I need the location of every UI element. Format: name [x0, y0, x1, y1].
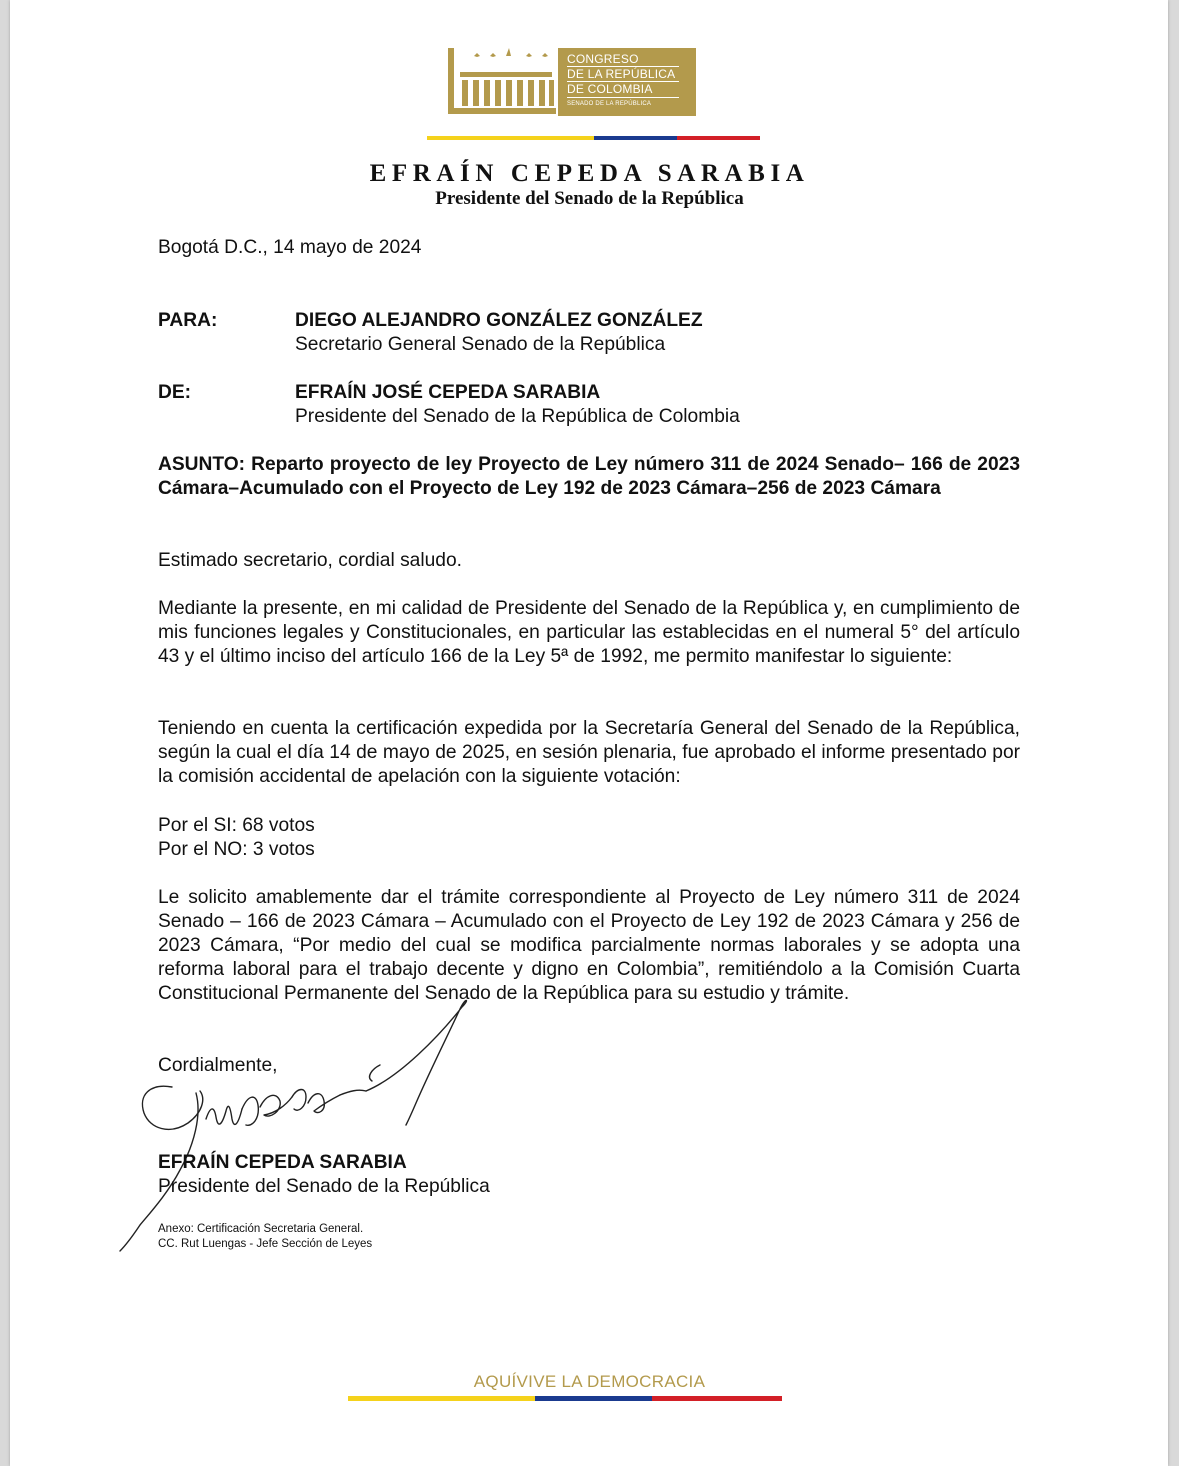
logo-line-1: CONGRESO	[567, 52, 639, 66]
signer-name: EFRAÍN CEPEDA SARABIA	[158, 1152, 407, 1173]
capitol-building-icon	[446, 44, 556, 118]
votes-yes: Por el SI: 68 votos	[158, 815, 315, 836]
flag-stripe-top	[427, 136, 760, 140]
from-role: Presidente del Senado de la República de Colombia	[295, 406, 740, 427]
logo-divider	[567, 97, 679, 98]
greeting: Estimado secretario, cordial saludo.	[158, 550, 462, 571]
to-label: PARA:	[158, 310, 218, 331]
subject-line: ASUNTO: Reparto proyecto de ley Proyecto de Ley número 311 de 2024 Senado– 166 de 2023 Cámara–Acumulado con el Proyecto de Ley 192 de 2023 Cámara–256 de 2023 Cámara	[158, 454, 1020, 499]
from-label: DE:	[158, 382, 192, 403]
from-name: EFRAÍN JOSÉ CEPEDA SARABIA	[295, 382, 601, 403]
votes-no: Por el NO: 3 votos	[158, 839, 315, 860]
annex-note: Anexo: Certificación Secretaria General.	[158, 1223, 364, 1235]
body-paragraph-2: Teniendo en cuenta la certificación expedida por la Secretaría General del Senado de la República, según la cual el día 14 de mayo de 2025, en sesión plenaria, fue aprobado el informe presentado por la comisión accidental de apelación con la siguiente votación:	[158, 718, 1020, 787]
flag-blue	[535, 1396, 652, 1401]
logo-line-3: DE COLOMBIA	[567, 82, 653, 96]
body-paragraph-1: Mediante la presente, en mi calidad de Presidente del Senado de la República y, en cumplimiento de mis funciones legales y Constitucionales, en particular las establecidas en el numeral 5° del artículo 43 y el último inciso del artículo 166 de la Ley 5ª de 1992, me permito manifestar lo siguiente:	[158, 598, 1020, 667]
footer-slogan: AQUÍVIVE LA DEMOCRACIA	[473, 1372, 706, 1391]
flag-red	[652, 1396, 782, 1401]
flag-stripe-bottom	[348, 1396, 782, 1401]
logo-line-2: DE LA REPÚBLICA	[567, 67, 676, 81]
to-role: Secretario General Senado de la República	[295, 334, 666, 355]
flag-red	[677, 136, 760, 140]
congress-logo	[446, 44, 698, 118]
logo-line-4: SENADO DE LA REPÚBLICA	[567, 101, 652, 107]
handwritten-signature	[110, 995, 480, 1255]
closing: Cordialmente,	[158, 1055, 278, 1076]
cc-note: CC. Rut Luengas - Jefe Sección de Leyes	[158, 1238, 373, 1250]
to-name: DIEGO ALEJANDRO GONZÁLEZ GONZÁLEZ	[295, 310, 703, 331]
letterhead-name: EFRAÍN CEPEDA SARABIA	[369, 160, 810, 187]
flag-yellow	[427, 136, 594, 140]
request-paragraph: Le solicito amablemente dar el trámite correspondiente al Proyecto de Ley número 311 de 2024 Senado – 166 de 2023 Cámara – Acumulado con el Proyecto de Ley 192 de 2023 Cámara y 256 de 2023 Cámara, “Por medio del cual se modifica parcialmente normas laborales y se adopta una reforma laboral para el trabajo decente y digno en Colombia”, remitiéndolo a la Comisión Cuarta Constitucional Permanente del Senado de la República para su estudio y trámite.	[158, 887, 1020, 1004]
letterhead-role: Presidente del Senado de la República	[435, 188, 744, 209]
signer-role: Presidente del Senado de la República	[158, 1176, 490, 1197]
flag-yellow	[348, 1396, 535, 1401]
letter-date: Bogotá D.C., 14 mayo de 2024	[158, 237, 422, 258]
flag-blue	[594, 136, 677, 140]
